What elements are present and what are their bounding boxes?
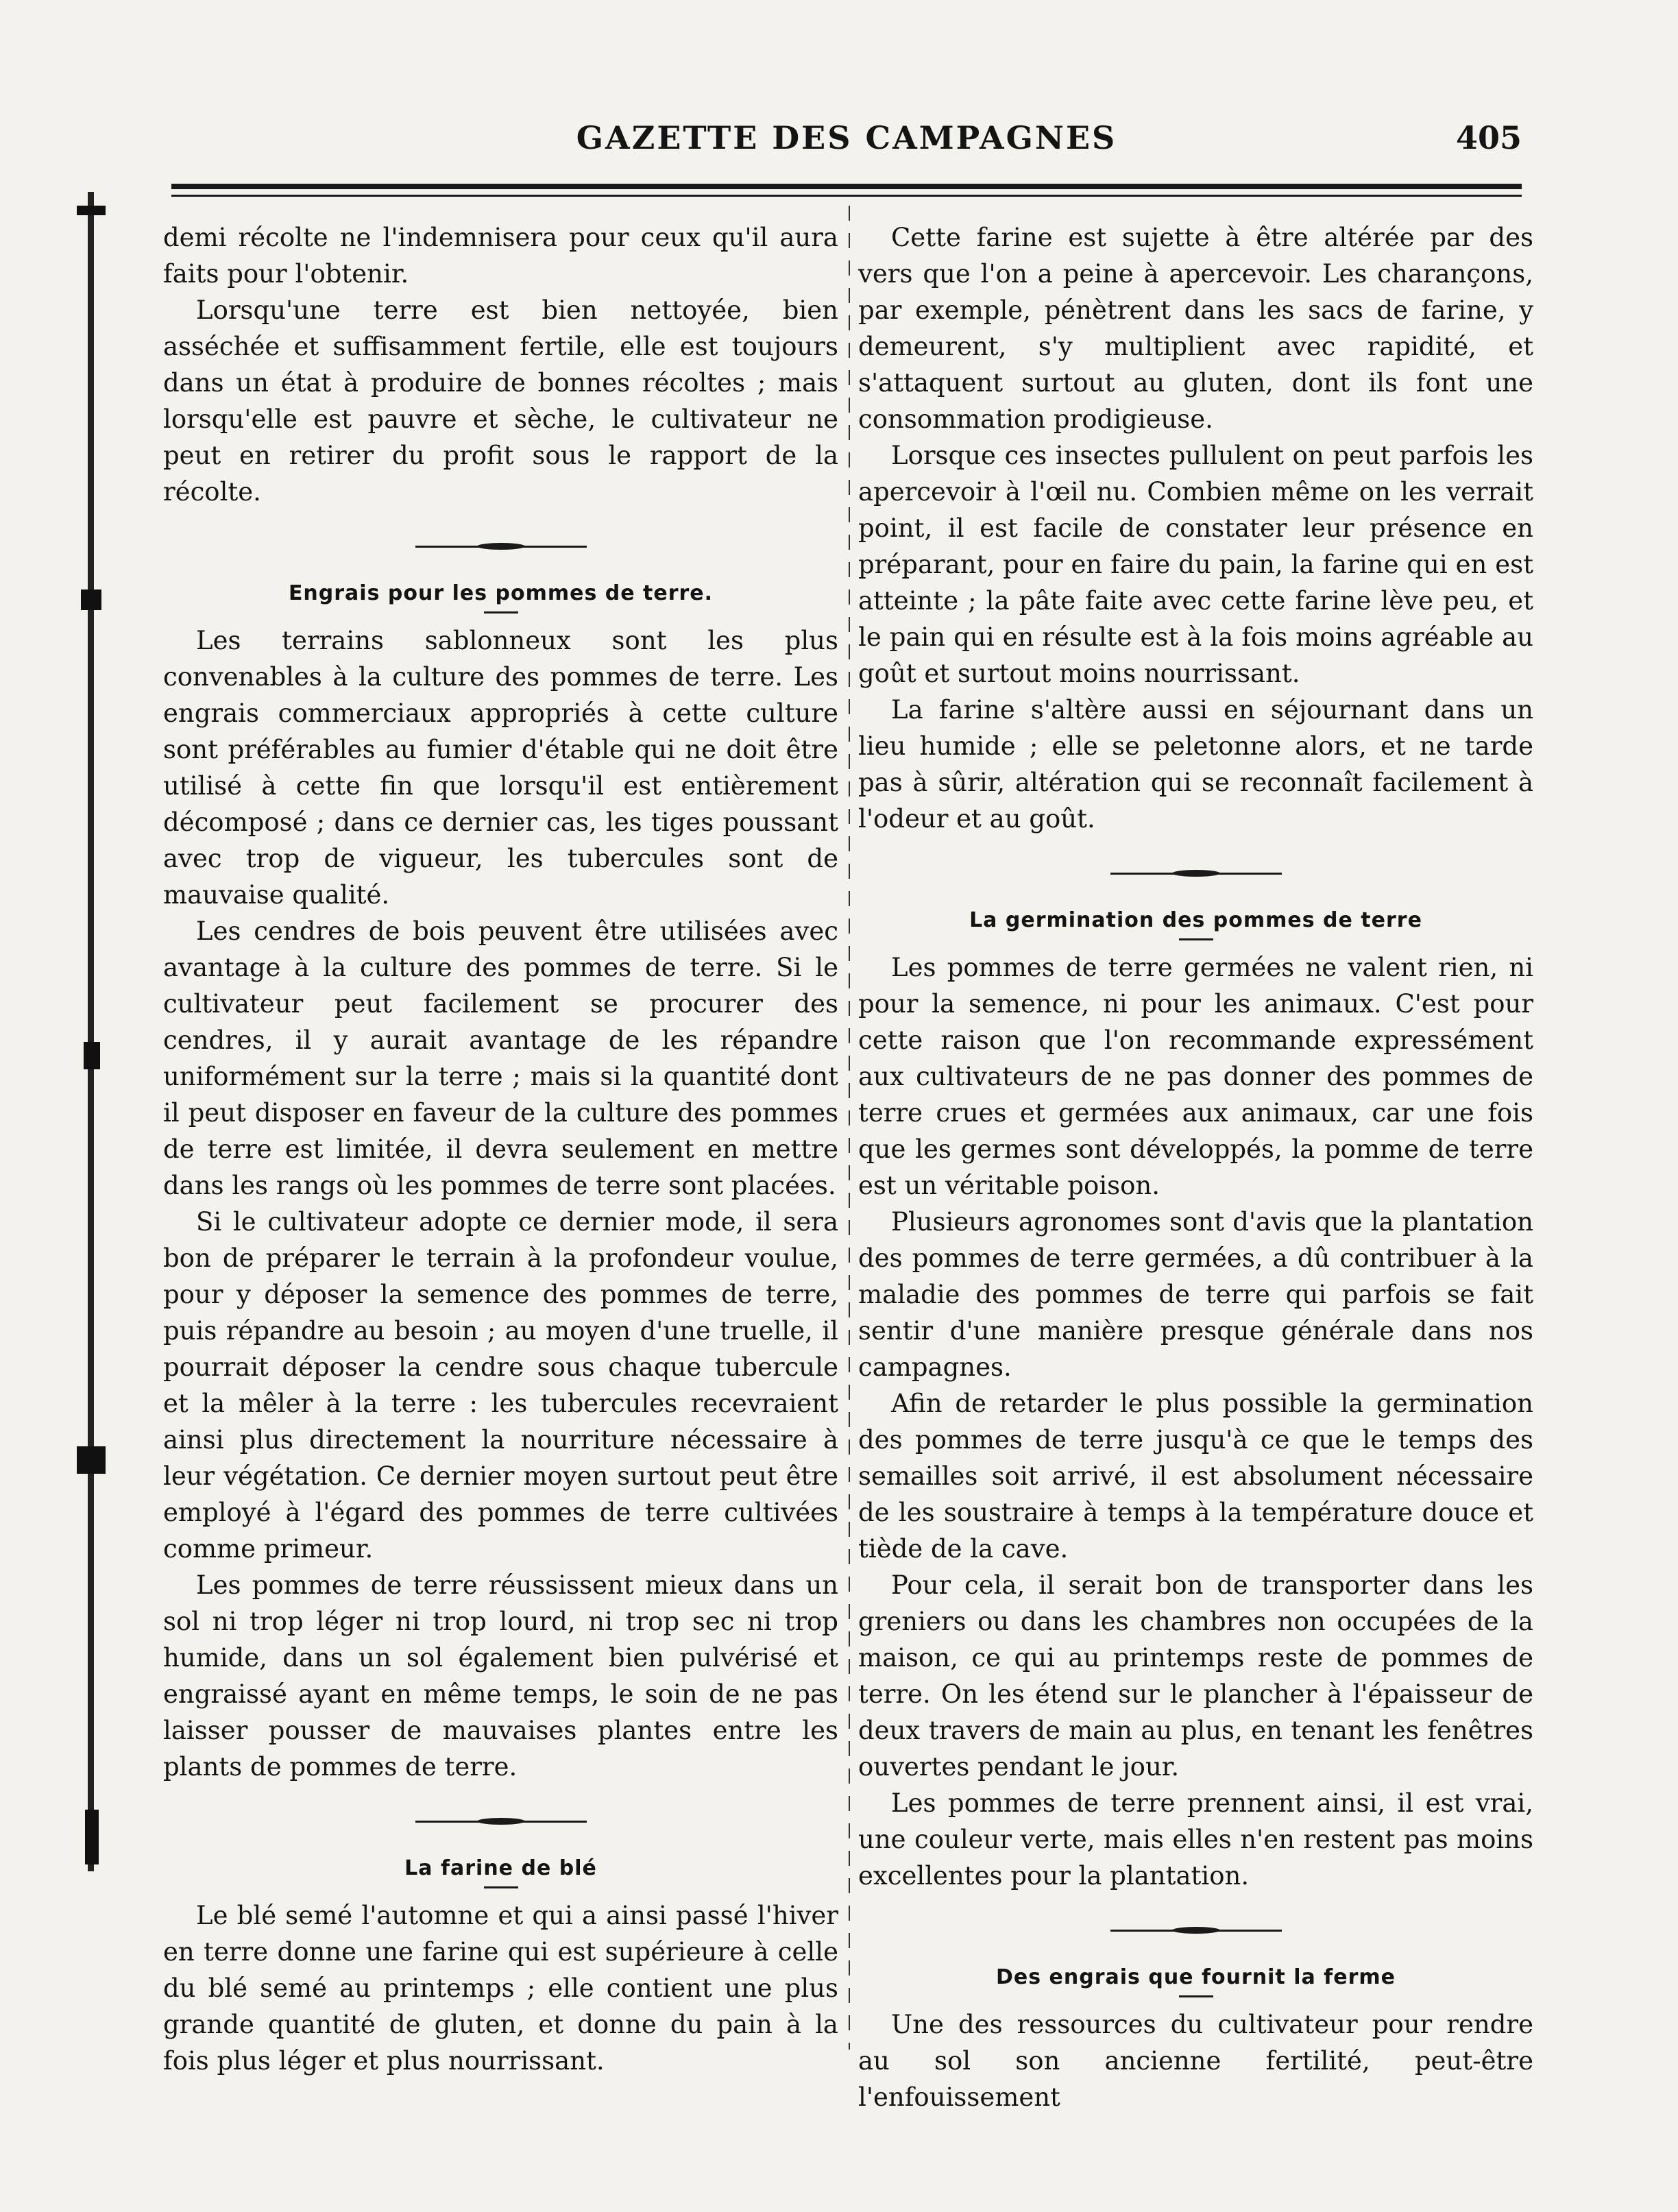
section-heading: La farine de blé <box>404 1856 597 1880</box>
heading-dash <box>858 936 1533 949</box>
paragraph: Si le cultivateur adopte ce dernier mode, il sera bon de préparer le terrain à la profondeur voulue, pour y déposer la semence des pommes de terre, puis répandre au besoin ; au moyen d'une truelle, il pourrait déposer la cendre sous chaque tubercule et la mêler à la terre : les tubercules recevraient ainsi plus directement la nourriture nécessaire à leur végétation. Ce dernier moyen surtout peut être employé à l'égard des pommes de terre cultivées comme primeur. <box>163 1207 838 1564</box>
page-header <box>171 115 1522 163</box>
paragraph: Lorsqu'une terre est bien nettoyée, bien asséchée et suffisamment fertile, elle est toujours dans un état à produire de bonnes récoltes ; mais lorsqu'elle est pauvre et sèche, le cultivateur ne peut en retirer du profit sous le rapport de la récolte. <box>163 295 838 507</box>
section-heading: Des engrais que fournit la ferme <box>996 1965 1396 1989</box>
binding-mark <box>85 1810 99 1864</box>
section-heading: Engrais pour les pommes de terre. <box>288 581 714 605</box>
heading-dash <box>163 609 838 622</box>
left-column <box>163 219 838 2079</box>
paragraph: Le blé semé l'automne et qui a ainsi passé l'hiver en terre donne une farine qui est supérieure à celle du blé semé au printemps ; elle contient une plus grande quantité de gluten, et donne du pain à la fois plus léger et plus nourrissant. <box>163 1901 838 2076</box>
paragraph: Plusieurs agronomes sont d'avis que la plantation des pommes de terre germées, a dû contribuer à la maladie des pommes de terre qui parfois se fait sentir d'une manière presque générale dans nos campagnes. <box>858 1207 1533 1382</box>
column-divider <box>849 206 850 2050</box>
paragraph: La farine s'altère aussi en séjournant dans un lieu humide ; elle se peletonne alors, et ne tarde pas à sûrir, altération qui se reconnaît facilement à l'odeur et au goût. <box>858 695 1533 834</box>
heading-dash <box>858 1993 1533 2006</box>
paragraph: Les cendres de bois peuvent être utilisées avec avantage à la culture des pommes de terre. Si le cultivateur peut facilement se procurer des cendres, il y aurait avantage de les répandre uniformément sur la terre ; mais si la quantité dont il peut disposer en faveur de la culture des pommes de terre est limitée, il devra seulement en mettre dans les rangs où les pommes de terre sont placées. <box>163 916 838 1200</box>
paragraph: demi récolte ne l'indemnisera pour ceux qu'il aura faits pour l'obtenir. <box>163 223 838 289</box>
header-rule <box>171 184 1522 189</box>
binding-mark <box>77 206 106 215</box>
paragraph: Les pommes de terre réussissent mieux dans un sol ni trop léger ni trop lourd, ni trop sec ni trop humide, dans un sol également bien pulvérisé et engraissé ayant en même temps, le soin de ne pas laisser pousser de mauvaises plantes entre les plants de pommes de terre. <box>163 1570 838 1782</box>
paragraph: Une des ressources du cultivateur pour rendre au sol son ancienne fertilité, peut-être l'enfouissement <box>858 2010 1533 2112</box>
heading-dash <box>163 1884 838 1897</box>
right-column <box>858 219 1533 2115</box>
page-number: 405 <box>1455 119 1522 156</box>
section-separator <box>163 533 838 561</box>
binding-mark <box>84 1042 100 1069</box>
paragraph: Les terrains sablonneux sont les plus convenables à la culture des pommes de terre. Les engrais commerciaux appropriés à cette culture sont préférables au fumier d'étable qui ne doit être utilisé à cette fin que lorsqu'il est entièrement décomposé ; dans ce dernier cas, les tiges poussant avec trop de vigueur, les tubercules sont de mauvaise qualité. <box>163 626 838 910</box>
paragraph: Lorsque ces insectes pullulent on peut parfois les apercevoir à l'œil nu. Combien même on les verrait point, il est facile de constater leur présence en préparant, pour en faire du pain, la farine qui en est atteinte ; la pâte faite avec cette farine lève peu, et le pain qui en résulte est à la fois moins agréable au goût et surtout moins nourrissant. <box>858 441 1533 688</box>
binding-mark <box>77 1446 106 1474</box>
running-title: GAZETTE DES CAMPAGNES <box>576 119 1117 156</box>
binding-mark <box>81 590 101 610</box>
section-separator <box>858 1917 1533 1945</box>
paragraph: Pour cela, il serait bon de transporter dans les greniers ou dans les chambres non occupées de la maison, ce qui au printemps reste de pommes de terre. On les étend sur le plancher à l'épaisseur de deux travers de main au plus, en tenant les fenêtres ouvertes pendant le jour. <box>858 1570 1533 1782</box>
binding-edge <box>88 192 94 1871</box>
section-heading: La germination des pommes de terre <box>969 908 1422 932</box>
paragraph: Cette farine est sujette à être altérée par des vers que l'on a peine à apercevoir. Les charançons, par exemple, pénètrent dans les sacs de farine, y demeurent, s'y multiplient avec rapidité, et s'attaquent surtout au gluten, dont ils font une consommation prodigieuse. <box>858 223 1533 434</box>
paragraph: Les pommes de terre germées ne valent rien, ni pour la semence, ni pour les animaux. C'est pour cette raison que l'on recommande expressément aux cultivateurs de ne pas donner des pommes de terre crues et germées aux animaux, car une fois que les germes sont développés, la pomme de terre est un véritable poison. <box>858 953 1533 1200</box>
paragraph: Afin de retarder le plus possible la germination des pommes de terre jusqu'à ce que le temps des semailles soit arrivé, il est absolument nécessaire de les soustraire à temps à la température douce et tiède de la cave. <box>858 1389 1533 1564</box>
section-separator <box>163 1808 838 1836</box>
section-separator <box>858 860 1533 888</box>
header-rule-thin <box>171 195 1522 197</box>
paragraph: Les pommes de terre prennent ainsi, il est vrai, une couleur verte, mais elles n'en restent pas moins excellentes pour la plantation. <box>858 1788 1533 1891</box>
